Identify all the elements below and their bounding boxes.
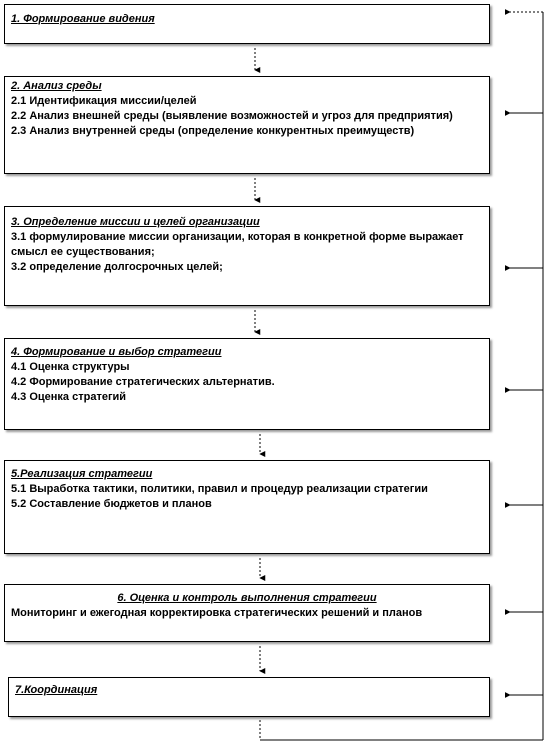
step-3-title: 3. Определение миссии и целей организации: [11, 216, 260, 228]
step-1-title: 1. Формирование видения: [11, 13, 155, 25]
step-7-box: [8, 677, 490, 717]
step-3-line-2: 3.2 определение долгосрочных целей;: [11, 261, 223, 273]
step-6-title: 6. Оценка и контроль выполнения стратегии: [117, 592, 377, 604]
step-3-line-1: 3.1 формулирование миссии организации, которая в конкретной форме выражает смысл ее существования;: [11, 231, 464, 258]
step-3-box: [4, 206, 490, 306]
step-7-title: 7.Координация: [15, 684, 98, 696]
step-4-line-3: 4.3 Оценка стратегий: [11, 391, 127, 403]
step-4-title: 4. Формирование и выбор стратегии: [11, 346, 222, 358]
step-2-line-1: 2.1 Идентификация миссии/целей: [11, 95, 197, 107]
step-4-line-1: 4.1 Оценка структуры: [11, 361, 130, 373]
step-2-box: [4, 76, 490, 174]
step-2-title: 2. Анализ среды: [11, 80, 102, 92]
step-6-box: [4, 584, 490, 642]
step-6-line-1: Мониторинг и ежегодная корректировка стратегических решений и планов: [11, 607, 423, 619]
step-5-box: [4, 460, 490, 554]
step-5-title: 5.Реализация стратегии: [11, 468, 153, 480]
step-2-line-3: 2.3 Анализ внутренней среды (определение конкурентных преимуществ): [11, 125, 415, 137]
step-5-line-1: 5.1 Выработка тактики, политики, правил и процедур реализации стратегии: [11, 483, 428, 495]
step-1-box: [4, 4, 490, 44]
step-2-line-2: 2.2 Анализ внешней среды (выявление возможностей и угроз для предприятия): [11, 110, 453, 122]
step-4-line-2: 4.2 Формирование стратегических альтернатив.: [11, 376, 275, 388]
step-5-line-2: 5.2 Составление бюджетов и планов: [11, 498, 212, 510]
step-4-box: [4, 338, 490, 430]
